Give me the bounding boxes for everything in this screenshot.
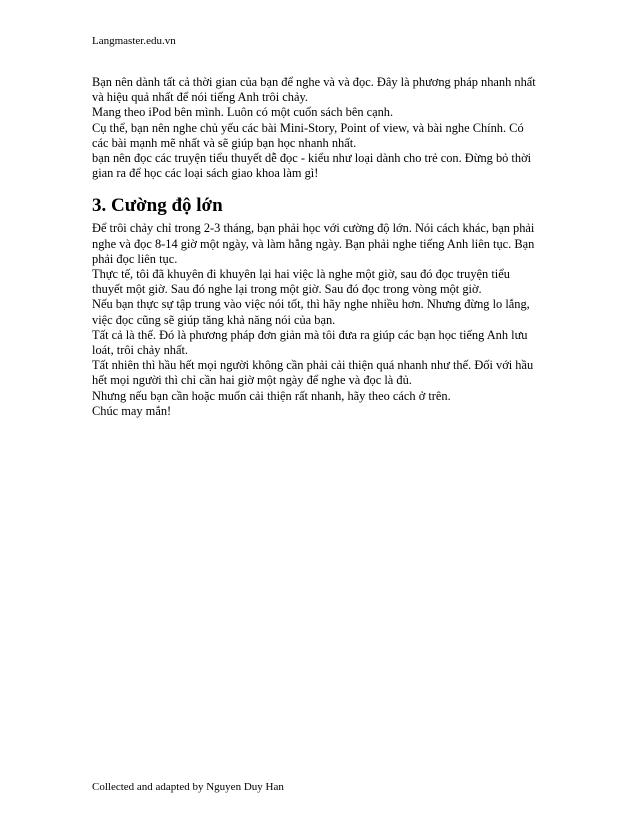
text-line: Nhưng nếu bạn cần hoặc muốn cải thiện rất nhanh, hãy theo cách ở trên. [92, 388, 451, 403]
text-line: nghe và đọc 8-14 giờ một ngày, và làm hằng ngày. Bạn phải nghe tiếng Anh liên tục. Bạn [92, 236, 535, 251]
section-paragraph [92, 221, 554, 419]
text-line: gian ra để học các loại sách giao khoa làm gì! [92, 166, 319, 181]
text-line: Tất cả là thế. Đó là phương pháp đơn giản mà tôi đưa ra giúp các bạn học tiếng Anh lưu [92, 327, 528, 342]
text-line: phải đọc liên tục. [92, 251, 178, 266]
text-line: Mang theo iPod bên mình. Luôn có một cuốn sách bên cạnh. [92, 105, 394, 120]
text-line: và hiệu quả nhất để nói tiếng Anh trôi chảy. [92, 90, 308, 105]
page-header: Langmaster.edu.vn [92, 35, 176, 47]
text-line: Bạn nên dành tất cả thời gian của bạn để nghe và và đọc. Đây là phương pháp nhanh nhất [92, 75, 536, 89]
text-line: loát, trôi chảy nhất. [92, 343, 188, 358]
section-heading: 3. Cường độ lớn [92, 195, 223, 217]
text-line: việc đọc cũng sẽ giúp tăng khả năng nói của bạn. [92, 312, 336, 327]
text-line: Chúc may mắn! [92, 403, 172, 418]
text-line: Nếu bạn thực sự tập trung vào việc nói tốt, thì hãy nghe nhiều hơn. Nhưng đừng lo lắng, [92, 297, 530, 312]
intro-paragraph [92, 75, 554, 181]
document-body [92, 75, 554, 419]
text-line: hết mọi người thì chỉ cần hai giờ một ngày để nghe và đọc là đủ. [92, 373, 412, 388]
text-line: Cụ thể, bạn nên nghe chủ yếu các bài Mini-Story, Point of view, và bài nghe Chính. Có [92, 120, 524, 135]
text-line: thuyết một giờ. Sau đó nghe lại trong một giờ. Sau đó đọc trong vòng một giờ. [92, 282, 482, 297]
text-line: bạn nên đọc các truyện tiểu thuyết dễ đọc - kiểu như loại dành cho trẻ con. Đừng bỏ thời [92, 151, 532, 166]
text-line: Thực tế, tôi đã khuyên đi khuyên lại hai việc là nghe một giờ, sau đó đọc truyện tiểu [92, 267, 510, 282]
page-footer: Collected and adapted by Nguyen Duy Han [92, 781, 284, 793]
text-line: các bài mạnh mẽ nhất và sẽ giúp bạn học nhanh nhất. [92, 135, 357, 150]
text-line: Để trôi chảy chỉ trong 2-3 tháng, bạn phải học với cường độ lớn. Nói cách khác, bạn phải [92, 221, 535, 236]
text-line: Tất nhiên thì hầu hết mọi người không cần phải cải thiện quá nhanh như thế. Đối với hầu [92, 358, 534, 373]
